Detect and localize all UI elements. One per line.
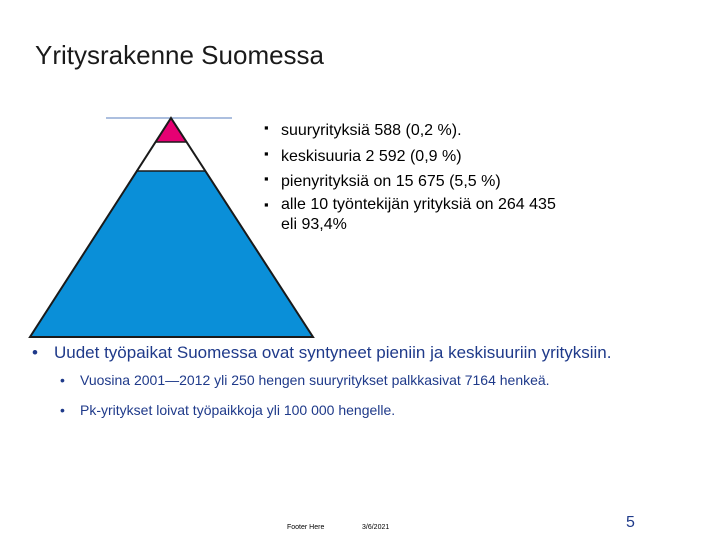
sub-bullet-list (60, 372, 710, 432)
square-bullet-icon: ▪ (264, 171, 269, 187)
footer-date: 3/6/2021 (362, 524, 390, 531)
stat-large-companies: ▪ suuryrityksiä 588 (0,2 %). (264, 120, 462, 139)
stat-medium-companies: ▪ keskisuuria 2 592 (0,9 %) (264, 145, 462, 165)
pyramid-top-tier (155, 118, 187, 142)
sub-bullet-sme-jobs: • Pk-yritykset loivat työpaikkoja yli 100 000 hengelle. (60, 402, 396, 418)
bullet-dot-icon: • (60, 402, 65, 418)
stat-micro-companies: ▪ alle 10 työntekijän yrityksiä on 264 435 eli 93,4% (264, 195, 556, 233)
square-bullet-icon: ▪ (264, 120, 269, 135)
footer-text: Footer Here (287, 524, 325, 531)
square-bullet-icon: ▪ (264, 196, 269, 212)
bullet-dot-icon: • (32, 343, 38, 362)
bullet-dot-icon: • (60, 372, 65, 388)
square-bullet-icon: ▪ (264, 145, 269, 161)
slide-title: Yritysrakenne Suomessa (35, 40, 325, 70)
stat-small-companies: ▪ pienyrityksiä on 15 675 (5,5 %) (264, 171, 501, 191)
sub-bullet-large-hiring: • Vuosina 2001—2012 yli 250 hengen suuryritykset palkkasivat 7164 henkeä. (60, 372, 550, 388)
company-stats-list (264, 118, 664, 237)
main-bullet: • Uudet työpaikat Suomessa ovat syntyneet pieniin ja keskisuuriin yrityksiin. (32, 343, 612, 362)
page-number: 5 (626, 514, 635, 531)
